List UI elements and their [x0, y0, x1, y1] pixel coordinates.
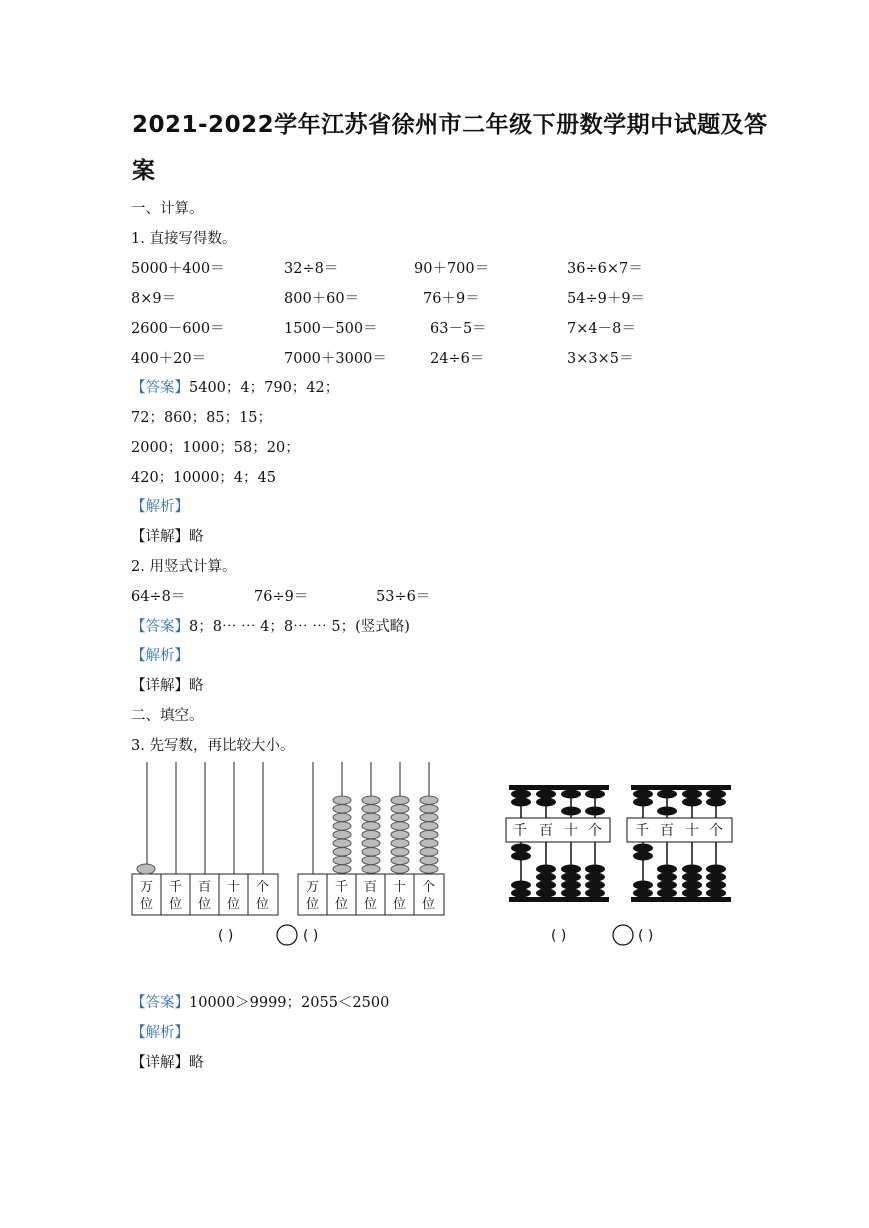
abacus-bead: [333, 805, 351, 813]
answer-blank: ( ): [303, 928, 319, 944]
q3-answer: [131, 991, 389, 1012]
q1-answer-line: 72；860；85；15；: [131, 410, 273, 426]
abacus-bead: [362, 865, 380, 873]
q1-expr: 32÷8＝: [284, 261, 339, 277]
q2-expr: 76÷9＝: [254, 589, 309, 605]
q3-prompt: 3. 先写数，再比较大小。: [131, 738, 295, 754]
q2-expr: 53÷6＝: [376, 589, 431, 605]
abacus-bead: [420, 805, 438, 813]
abacus-bead: [333, 830, 351, 838]
place-label: 位: [226, 897, 241, 912]
detail-text: 略: [189, 678, 204, 694]
abacus-label: 十: [564, 823, 578, 839]
abacus-label: 千: [635, 823, 649, 839]
abacus-bead: [333, 796, 351, 804]
q2-answer-text: 8；8⋯ ⋯ 4；8⋯ ⋯ 5；(竖式略): [189, 619, 410, 635]
analysis-tag: 【解析】: [131, 648, 189, 664]
q1-expr: 24÷6＝: [430, 351, 485, 367]
answer-blank: ( ): [638, 928, 654, 944]
analysis-tag: 【解析】: [131, 499, 189, 515]
abacus-bead: [420, 813, 438, 821]
answer-tag: 【答案】: [131, 619, 189, 635]
place-label: 百: [363, 880, 378, 895]
q1-expr: 7×4－8＝: [567, 321, 636, 337]
abacus-label: 百: [660, 823, 674, 839]
q1-expr: 400＋20＝: [131, 351, 207, 367]
place-label: 位: [363, 897, 378, 912]
detail-text: 略: [189, 1055, 204, 1071]
abacus-bead: [333, 848, 351, 856]
abacus-label: 个: [709, 823, 723, 839]
abacus-bead: [391, 830, 409, 838]
q1-expr: 3×3×5＝: [567, 351, 634, 367]
q1-answer-text: 5400；4；790；42；: [189, 380, 340, 396]
place-label: 万: [305, 880, 320, 895]
abacus-bead: [362, 822, 380, 830]
analysis-tag: 【解析】: [131, 1025, 189, 1041]
abacus-label: 千: [513, 823, 527, 839]
place-label: 十: [226, 880, 241, 895]
abacus-bead: [137, 864, 155, 874]
answer-tag: 【答案】: [131, 995, 189, 1011]
q3-answer-text: 10000＞9999；2055＜2500: [189, 995, 390, 1011]
detail-tag: 【详解】: [131, 1055, 189, 1071]
abacus-label: 个: [588, 823, 602, 839]
q3-detail: [131, 1051, 204, 1072]
abacus-bead: [420, 856, 438, 864]
place-label: 十: [392, 880, 407, 895]
place-label: 万: [139, 880, 154, 895]
place-label: 位: [334, 897, 349, 912]
q1-expr: 1500－500＝: [284, 321, 378, 337]
place-label: 位: [305, 897, 320, 912]
page-title-continued: 案: [132, 158, 156, 184]
q1-prompt: 1. 直接写得数。: [131, 231, 237, 247]
q1-expr: 7000＋3000＝: [284, 351, 387, 367]
abacus-bead: [391, 796, 409, 804]
detail-tag: 【详解】: [131, 529, 189, 545]
abacus-bead: [391, 839, 409, 847]
place-label: 位: [168, 897, 183, 912]
q1-answer-line: 420；10000；4；45: [131, 470, 276, 486]
q1-expr: 36÷6×7＝: [567, 261, 643, 277]
place-label: 千: [334, 880, 349, 895]
abacus-bead: [391, 813, 409, 821]
q1-expr: 76＋9＝: [423, 291, 480, 307]
abacus-right-1: [506, 785, 610, 902]
answer-blank: ( ): [218, 928, 234, 944]
abacus-right-2: [627, 785, 732, 902]
section-heading-fill: 二、填空。: [131, 708, 204, 724]
detail-text: 略: [189, 529, 204, 545]
abacus-bead: [420, 865, 438, 873]
q1-answer-line: 2000；1000；58；20；: [131, 440, 300, 456]
abacus-bead: [362, 796, 380, 804]
abacus-bead: [362, 813, 380, 821]
place-label: 百: [197, 880, 212, 895]
q1-expr: 5000＋400＝: [131, 261, 225, 277]
detail-tag: 【详解】: [131, 678, 189, 694]
abacus-bead: [420, 848, 438, 856]
q1-expr: 8×9＝: [131, 291, 177, 307]
section-heading-calc: 一、计算。: [131, 201, 204, 217]
abacus-bead: [391, 856, 409, 864]
abacus-label: 十: [685, 823, 699, 839]
abacus-bead: [333, 813, 351, 821]
abacus-label: 百: [539, 823, 553, 839]
place-label: 千: [168, 880, 183, 895]
place-label: 位: [392, 897, 407, 912]
q2-expr: 64÷8＝: [131, 589, 186, 605]
abacus-bead: [333, 822, 351, 830]
q1-expr: 2600－600＝: [131, 321, 225, 337]
abacus-bead: [362, 848, 380, 856]
q2-prompt: 2. 用竖式计算。: [131, 559, 237, 575]
abacus-bead: [420, 830, 438, 838]
abacus-bead: [391, 848, 409, 856]
abacus-bead: [362, 805, 380, 813]
abacus-bead: [333, 856, 351, 864]
abacus-bead: [362, 839, 380, 847]
answer-blank: ( ): [551, 928, 567, 944]
q1-expr: 63－5＝: [430, 321, 487, 337]
abacus-bead: [333, 865, 351, 873]
place-label: 位: [197, 897, 212, 912]
q1-expr: 800＋60＝: [284, 291, 360, 307]
answer-tag: 【答案】: [131, 380, 189, 396]
abacus-bead: [420, 796, 438, 804]
abacus-bead: [391, 805, 409, 813]
abacus-bead: [420, 839, 438, 847]
compare-circle: [277, 925, 297, 945]
abacus-bead: [362, 856, 380, 864]
q1-expr: 90＋700＝: [414, 261, 490, 277]
place-label: 位: [421, 897, 436, 912]
place-label: 位: [255, 897, 270, 912]
page-title: 2021-2022学年江苏省徐州市二年级下册数学期中试题及答: [132, 112, 768, 138]
abacus-bead: [391, 822, 409, 830]
abacus-bead: [420, 822, 438, 830]
abacus-bead: [362, 830, 380, 838]
place-label: 位: [139, 897, 154, 912]
place-label: 个: [421, 880, 436, 895]
abacus-bead: [391, 865, 409, 873]
q1-expr: 54÷9＋9＝: [567, 291, 646, 307]
compare-circle: [613, 925, 633, 945]
abacus-bead: [333, 839, 351, 847]
place-label: 个: [255, 880, 270, 895]
